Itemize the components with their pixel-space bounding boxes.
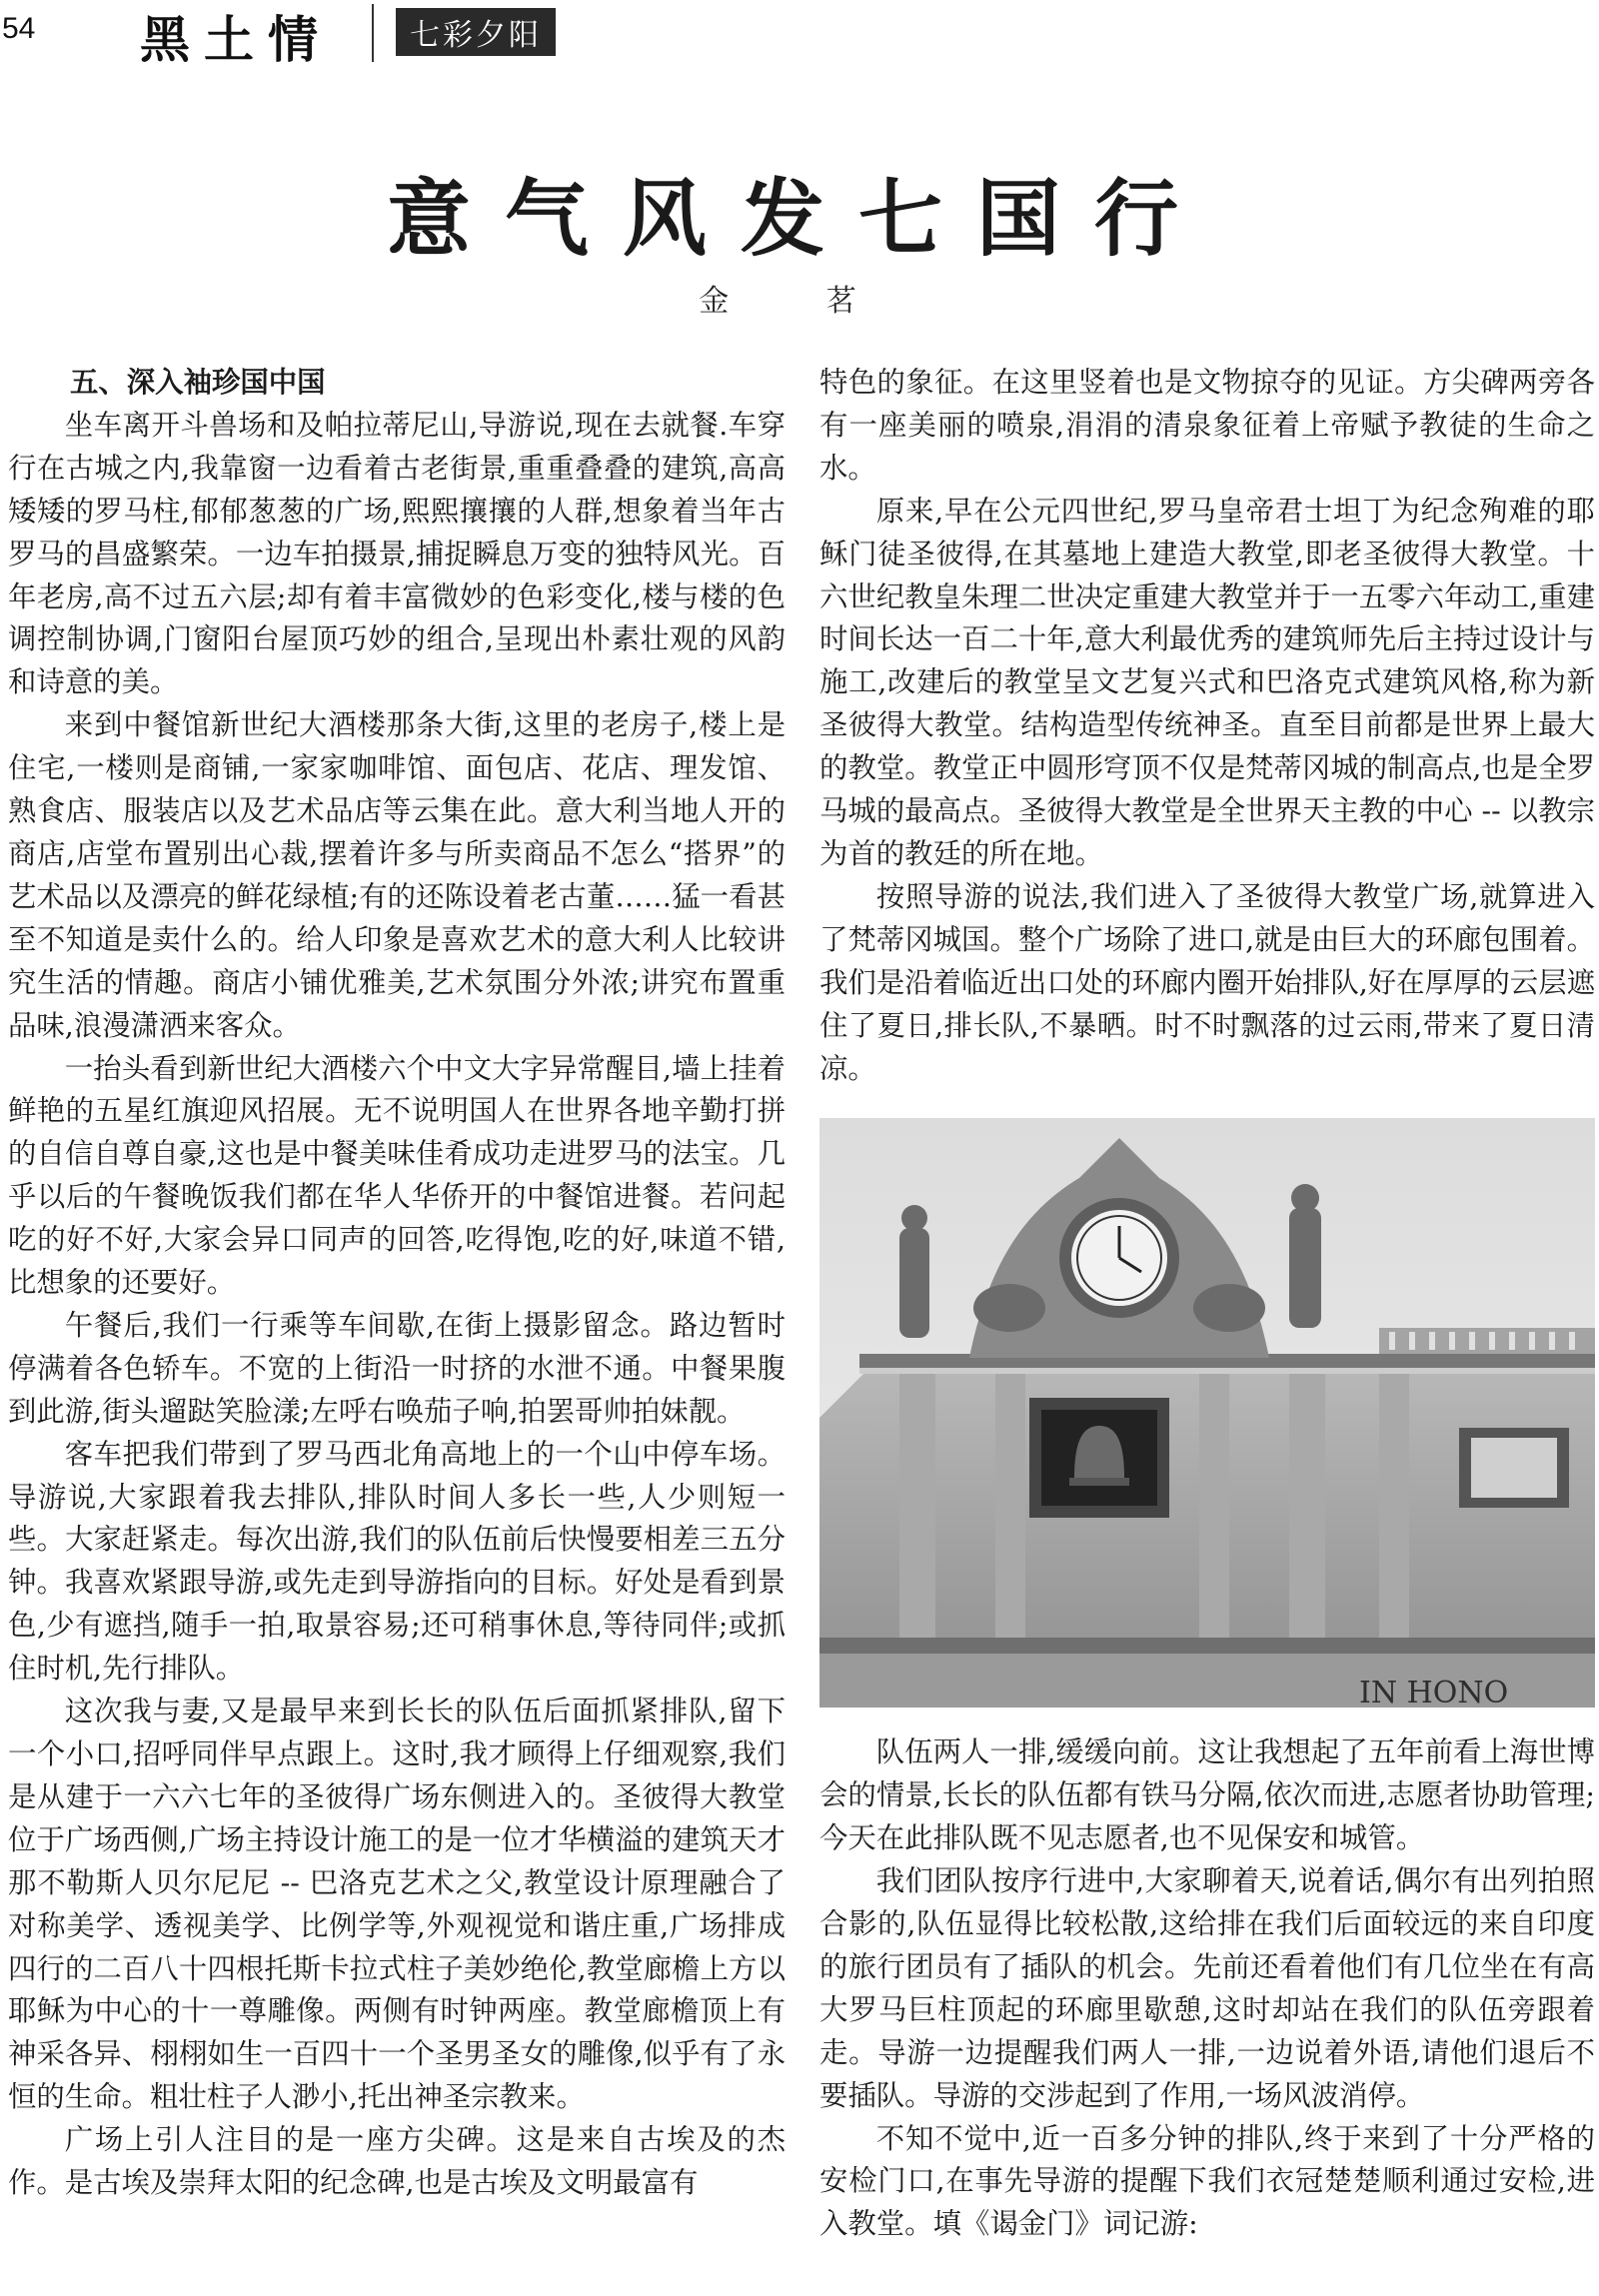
paragraph: 特色的象征。在这里竖着也是文物掠夺的见证。方尖碑两旁各有一座美丽的喷泉,涓涓的清泉象征着上帝赋予教徒的生命之水。 [819,366,1595,485]
paragraph: 午餐后,我们一行乘等车间歇,在街上摄影留念。路边暂时停满着各色轿车。不宽的上街沿一时挤的水泄不通。中餐果腹到此游,街头遛跶笑脸漾;左呼右唤茄子响,拍罢哥帅拍妹靓。 [8,1308,786,1428]
page-number: 54 [2,12,36,45]
facade-inscription: IN HONO [1359,1676,1509,1709]
section-badge: 七彩夕阳 [396,8,556,56]
st-peters-clock-photo [819,1118,1595,1708]
paragraph: 这次我与妻,又是最早来到长长的队伍后面抓紧排队,留下一个小口,招呼同伴早点跟上。这时,我才顾得上仔细观察,我们是从建于一六六七年的圣彼得广场东侧进入的。圣彼得大教堂位于广场西侧,广场主持设计施工的是一位才华横溢的建筑天才那不勒斯人贝尔尼尼 -- 巴洛克艺术之父,教堂设计原理融合了对称美学、透视美学、比例学等,外观视觉和谐庄重,广场排成四行的二百八十四根托斯卡拉式柱子美妙绝伦,教堂廊檐上方以耶稣为中心的十一尊雕像。两侧有时钟两座。教堂廊檐顶上有神采各异、栩栩如生一百四十一个圣男圣女的雕像,似乎有了永恒的生命。粗壮柱子人渺小,托出神圣宗教来。 [8,1695,786,2114]
paragraph: 广场上引人注目的是一座方尖碑。这是来自古埃及的杰作。是古埃及崇拜太阳的纪念碑,也是古埃及文明最富有 [8,2123,786,2200]
paragraph: 来到中餐馆新世纪大酒楼那条大街,这里的老房子,楼上是住宅,一楼则是商铺,一家家咖啡馆、面包店、花店、理发馆、熟食店、服装店以及艺术品店等云集在此。意大利当地人开的商店,店堂布置别出心裁,摆着许多与所卖商品不怎么“搭界”的艺术品以及漂亮的鲜花绿植;有的还陈设着老古董……猛一看甚至不知道是卖什么的。给人印象是喜欢艺术的意大利人比较讲究生活的情趣。商店小铺优雅美,艺术氛围分外浓;讲究布置重品味,浪漫潇洒来客众。 [8,708,786,1042]
article-author: 金 茗 [699,284,900,319]
section-heading: 五、深入袖珍国中国 [70,366,326,399]
paragraph: 原来,早在公元四世纪,罗马皇帝君士坦丁为纪念殉难的耶稣门徒圣彼得,在其墓地上建造大教堂,即老圣彼得大教堂。十六世纪教皇朱理二世决定重建大教堂并于一五零六年动工,重建时间长达一百二十年,意大利最优秀的建筑师先后主持过设计与施工,改建后的教堂呈文艺复兴式和巴洛克式建筑风格,称为新圣彼得大教堂。结构造型传统神圣。直至目前都是世界上最大的教堂。教堂正中圆形穹顶不仅是梵蒂冈城的制高点,也是全罗马城的最高点。圣彼得大教堂是全世界天主教的中心 -- 以教宗为首的教廷的所在地。 [819,494,1595,870]
article-title: 意气风发七国行 [386,169,1212,268]
left-column [8,362,786,2205]
paragraph: 不知不觉中,近一百多分钟的排队,终于来到了十分严格的安检门口,在事先导游的提醒下我们衣冠楚楚顺利通过安检,进入教堂。填《谒金门》词记游: [819,2121,1595,2241]
right-column [819,362,1595,2246]
paragraph: 客车把我们带到了罗马西北角高地上的一个山中停车场。导游说,大家跟着我去排队,排队时间人多长一些,人少则短一些。大家赶紧走。每次出游,我们的队伍前后快慢要相差三五分钟。我喜欢紧跟导游,或先走到导游指向的目标。好处是看到景色,少有遮挡,随手一拍,取景容易;还可稍事休息,等待同伴;或抓住时机,先行排队。 [8,1437,786,1686]
paragraph: 队伍两人一排,缓缓向前。这让我想起了五年前看上海世博会的情景,长长的队伍都有铁马分隔,依次而进,志愿者协助管理;今天在此排队既不见志愿者,也不见保安和城管。 [819,1735,1595,1855]
paragraph: 我们团队按序行进中,大家聊着天,说着话,偶尔有出列拍照合影的,队伍显得比较松散,这给排在我们后面较远的来自印度的旅行团员有了插队的机会。先前还看着他们有几位坐在有高大罗马巨柱顶起的环廊里歇憩,这时却站在我们的队伍旁跟着走。导游一边提醒我们两人一排,一边说着外语,请他们退后不要插队。导游的交涉起到了作用,一场风波消停。 [819,1864,1595,2112]
photo-illustration [819,1118,1595,1708]
paragraph: 按照导游的说法,我们进入了圣彼得大教堂广场,就算进入了梵蒂冈城国。整个广场除了进口,就是由巨大的环廊包围着。我们是沿着临近出口处的环廊内圈开始排队,好在厚厚的云层遮住了夏日,排长队,不暴晒。时不时飘落的过云雨,带来了夏日清凉。 [819,879,1595,1085]
paragraph: 一抬头看到新世纪大酒楼六个中文大字异常醒目,墙上挂着鲜艳的五星红旗迎风招展。无不说明国人在世界各地辛勤打拼的自信自尊自豪,这也是中餐美味佳肴成功走进罗马的法宝。几乎以后的午餐晚饭我们都在华人华侨开的中餐馆进餐。若问起吃的好不好,大家会异口同声的回答,吃得饱,吃的好,味道不错,比想象的还要好。 [8,1051,786,1300]
magazine-logo: 黑土情 [140,10,332,69]
paragraph: 坐车离开斗兽场和及帕拉蒂尼山,导游说,现在去就餐.车穿行在古城之内,我靠窗一边看着古老街景,重重叠叠的建筑,高高矮矮的罗马柱,郁郁葱葱的广场,熙熙攘攘的人群,想象着当年古罗马的昌盛繁荣。一边车拍摄景,捕捉瞬息万变的独特风光。百年老房,高不过五六层;却有着丰富微妙的色彩变化,楼与楼的色调控制协调,门窗阳台屋顶巧妙的组合,呈现出朴素壮观的风韵和诗意的美。 [8,408,786,699]
page-header [0,0,1599,70]
header-divider [372,4,374,62]
